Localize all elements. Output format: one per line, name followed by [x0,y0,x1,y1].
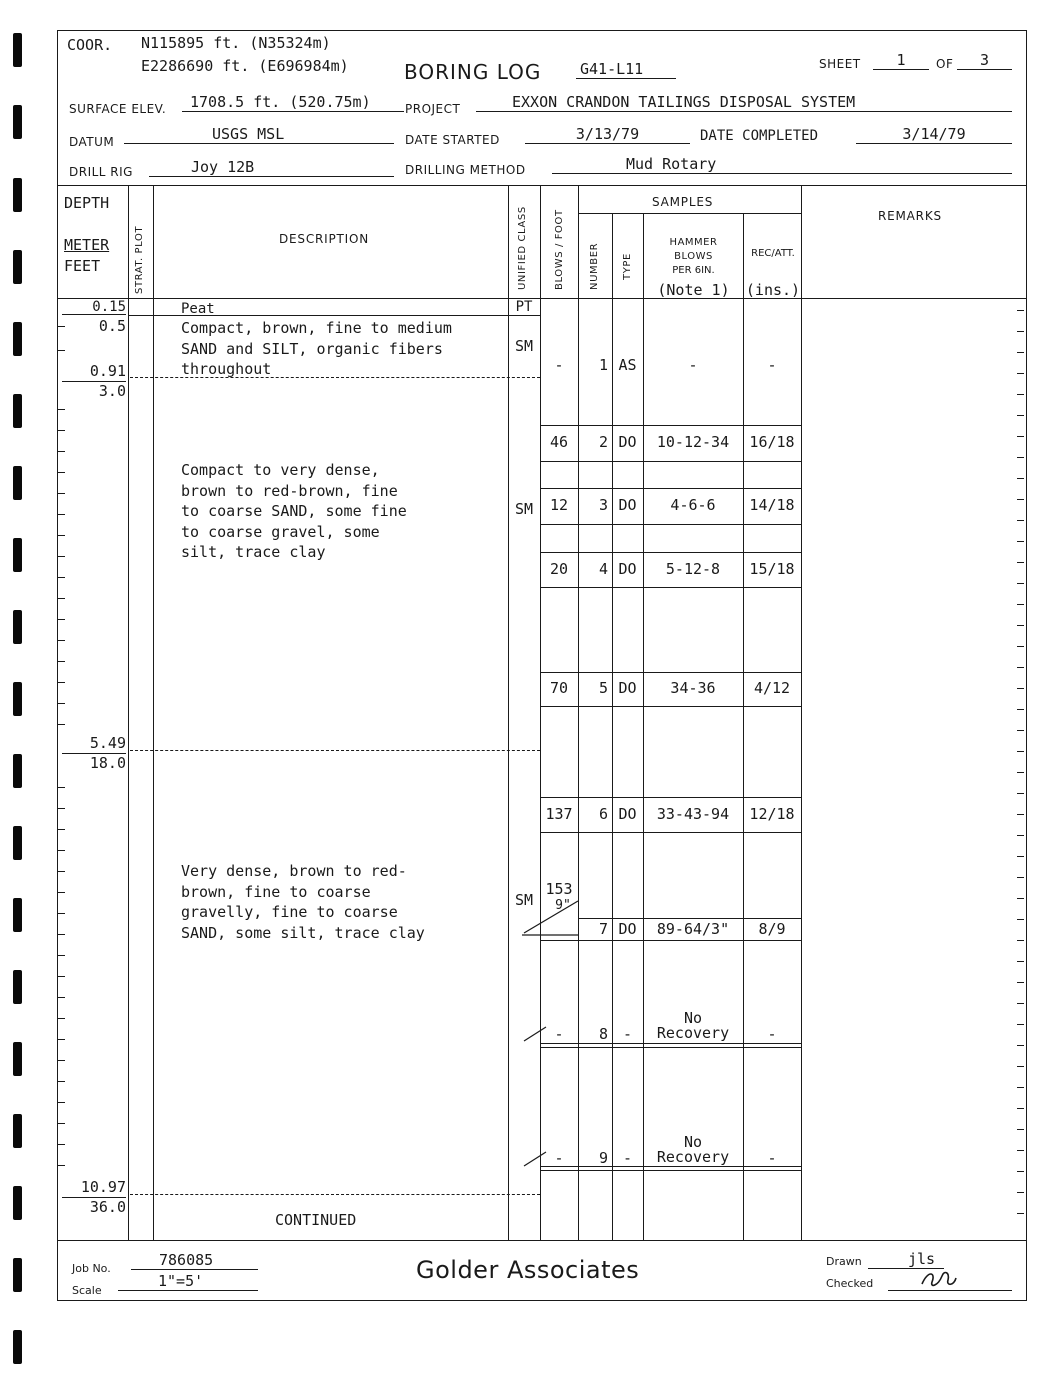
stratum-boundary [130,1194,540,1195]
date-started-label: DATE STARTED [405,133,500,147]
sample-blows: 137 [545,805,573,823]
blows-per-foot-header: BLOWS / FOOT [554,209,565,290]
stratum-class: SM [514,337,534,355]
datum-value: USGS MSL [124,125,394,144]
col-line-class [540,186,541,1240]
remarks-header: REMARKS [878,209,942,223]
punch-hole [13,33,22,67]
stratum-description: Very dense, brown to red- brown, fine to coarse gravelly, fine to coarse SAND, some silt, trace clay [181,862,425,942]
sample-number: 6 [598,805,608,823]
footer-divider [57,1240,1027,1241]
punch-hole [13,1258,22,1292]
of-label: OF [936,57,954,71]
sample-hammer: 10-12-34 [656,433,730,451]
sample-type: DO [618,805,637,823]
continued-note: CONTINUED [275,1211,357,1229]
depth-header: DEPTH [64,194,110,212]
sample-rec: 12/18 [749,805,795,823]
sample-number: 3 [598,496,608,514]
rec-att-header: REC/ATT. [751,248,795,259]
sample-blows: 12 [549,496,569,514]
stratum-class: SM [514,891,534,909]
stratum-description: Compact to very dense, brown to red-brown, fine to coarse SAND, some fine to coarse gravel, some silt, trace clay [181,461,407,561]
punch-hole [13,826,22,860]
punch-hole [13,1330,22,1364]
drilling-method-value: Mud Rotary [552,155,1012,174]
sample-type: DO [618,560,637,578]
drilling-method-label: DRILLING METHOD [405,163,526,177]
header-divider [57,185,1027,186]
date-completed-value: 3/14/79 [856,125,1012,144]
sample-type: - [622,1025,633,1043]
hammer-header-line1: HAMMER [669,237,718,248]
sample-hammer-line1: No [683,1009,703,1027]
punch-hole [13,322,22,356]
punch-hole [13,178,22,212]
stratum-description: Compact, brown, fine to medium SAND and SILT, organic fibers throughout [181,319,452,378]
sample-number: 8 [598,1025,608,1043]
sample-hammer-line2: Recovery [656,1024,730,1042]
coor-east: E2286690 ft. (E696984m) [141,57,349,75]
sample-rec: - [767,356,777,374]
sample-hammer: 33-43-94 [656,805,730,823]
stratum-class: SM [514,500,534,518]
punch-hole [13,1186,22,1220]
sample-rec: 4/12 [753,679,791,697]
description-header: DESCRIPTION [279,232,370,246]
punch-hole [13,682,22,716]
checked-label: Checked [826,1277,874,1290]
sample-blows: - [554,1149,564,1167]
sheet-total: 3 [957,51,1012,70]
stratum-description: Peat [181,301,215,317]
sample-blows: - [554,356,564,374]
punch-hole [13,1042,22,1076]
sample-number: 5 [598,679,608,697]
surface-elev-label: SURFACE ELEV. [69,102,167,116]
sample-rec: - [767,1149,777,1167]
punch-hole [13,466,22,500]
depth-meter-1: 0.5 [98,317,126,335]
sample-type: DO [618,920,637,938]
rec-units: (ins.) [745,281,801,299]
col-line-depth [128,186,129,1240]
drawn-label: Drawn [826,1255,862,1268]
depth-meter-4: 10.97 [80,1178,126,1196]
coor-north: N115895 ft. (N35324m) [141,34,331,52]
sample-rec: 8/9 [758,920,786,938]
checked-signature [918,1266,960,1292]
sample-hammer-line1: No [683,1133,703,1151]
date-completed-label: DATE COMPLETED [700,128,819,144]
sample-blows: 46 [549,433,569,451]
punch-hole [13,610,22,644]
sample-blows: - [554,1025,564,1043]
depth-meter-3: 5.49 [89,734,126,752]
sample-number: 4 [598,560,608,578]
sheet-number: 1 [873,51,929,70]
type-header: TYPE [622,253,633,280]
punch-hole [13,538,22,572]
col-line-strat [153,186,154,1240]
punch-hole [13,394,22,428]
datum-label: DATUM [69,135,115,149]
sample-number: 1 [598,356,608,374]
date-started-value: 3/13/79 [525,125,690,144]
punch-hole [13,250,22,284]
punch-hole [13,898,22,932]
job-number: 786085 [131,1251,258,1270]
job-label: Job No. [72,1262,111,1275]
scale-value: 1"=5' [118,1272,258,1291]
punch-hole [13,754,22,788]
strat-plot-header: STRAT. PLOT [134,225,145,294]
sample-rec: 14/18 [749,496,795,514]
hammer-header-line3: PER 6IN. [672,265,715,276]
drill-rig-label: DRILL RIG [69,165,133,179]
sample-blows: 20 [549,560,569,578]
hammer-note: (Note 1) [657,281,730,299]
project-value: EXXON CRANDON TAILINGS DISPOSAL SYSTEM [476,93,1012,112]
sample-number: 7 [598,920,608,938]
sample-type: DO [618,496,637,514]
feet-header: FEET [64,257,101,275]
sample-type: AS [618,356,637,374]
sample-number: 9 [598,1149,608,1167]
depth-feet-2: 3.0 [98,382,126,400]
col-line-rec [801,186,802,1240]
sample-type: - [622,1149,633,1167]
drill-rig-value: Joy 12B [149,158,394,177]
sample-number: 2 [598,433,608,451]
punch-hole [13,970,22,1004]
surface-elev-value: 1708.5 ft. (520.75m) [182,93,404,112]
sample-blows-sub: 9" [555,898,571,913]
sample-rec: - [767,1025,777,1043]
depth-meter-0: 0.15 [92,299,126,315]
sheet-label: SHEET [819,57,861,71]
sample-hammer: 34-36 [670,679,716,697]
scale-label: Scale [72,1284,102,1297]
boring-id: G41-L11 [576,60,676,79]
samples-header: SAMPLES [652,195,714,209]
sample-hammer-line2: Recovery [656,1148,730,1166]
hammer-header-line2: BLOWS [674,251,713,262]
sample-type: DO [618,433,637,451]
sample-blows: 153 [545,880,573,898]
stratum-class: PT [515,299,533,315]
form-title: BORING LOG [404,60,542,84]
sample-rec: 15/18 [749,560,795,578]
punch-hole [13,1114,22,1148]
coor-label: COOR. [67,36,113,54]
drawn-initials: jls [868,1250,944,1269]
column-header-divider [57,298,1027,299]
number-header: NUMBER [589,242,600,290]
depth-feet-4: 36.0 [89,1198,126,1216]
depth-meter-2: 0.91 [89,362,126,380]
company-name: Golder Associates [416,1256,640,1284]
col-line-blows [578,186,579,1240]
sample-hammer: 4-6-6 [670,496,716,514]
sample-type: DO [618,679,637,697]
sample-blows: 70 [549,679,569,697]
sample-hammer: - [688,356,698,374]
sample-hammer: 5-12-8 [665,560,721,578]
punch-hole [13,105,22,139]
sample-rec: 16/18 [749,433,795,451]
depth-feet-3: 18.0 [89,754,126,772]
unified-class-header: UNIFIED CLASS [517,206,528,290]
meter-header: METER [64,236,110,254]
sample-hammer: 89-64/3" [656,920,730,938]
stratum-boundary [130,750,540,751]
project-label: PROJECT [405,102,461,116]
